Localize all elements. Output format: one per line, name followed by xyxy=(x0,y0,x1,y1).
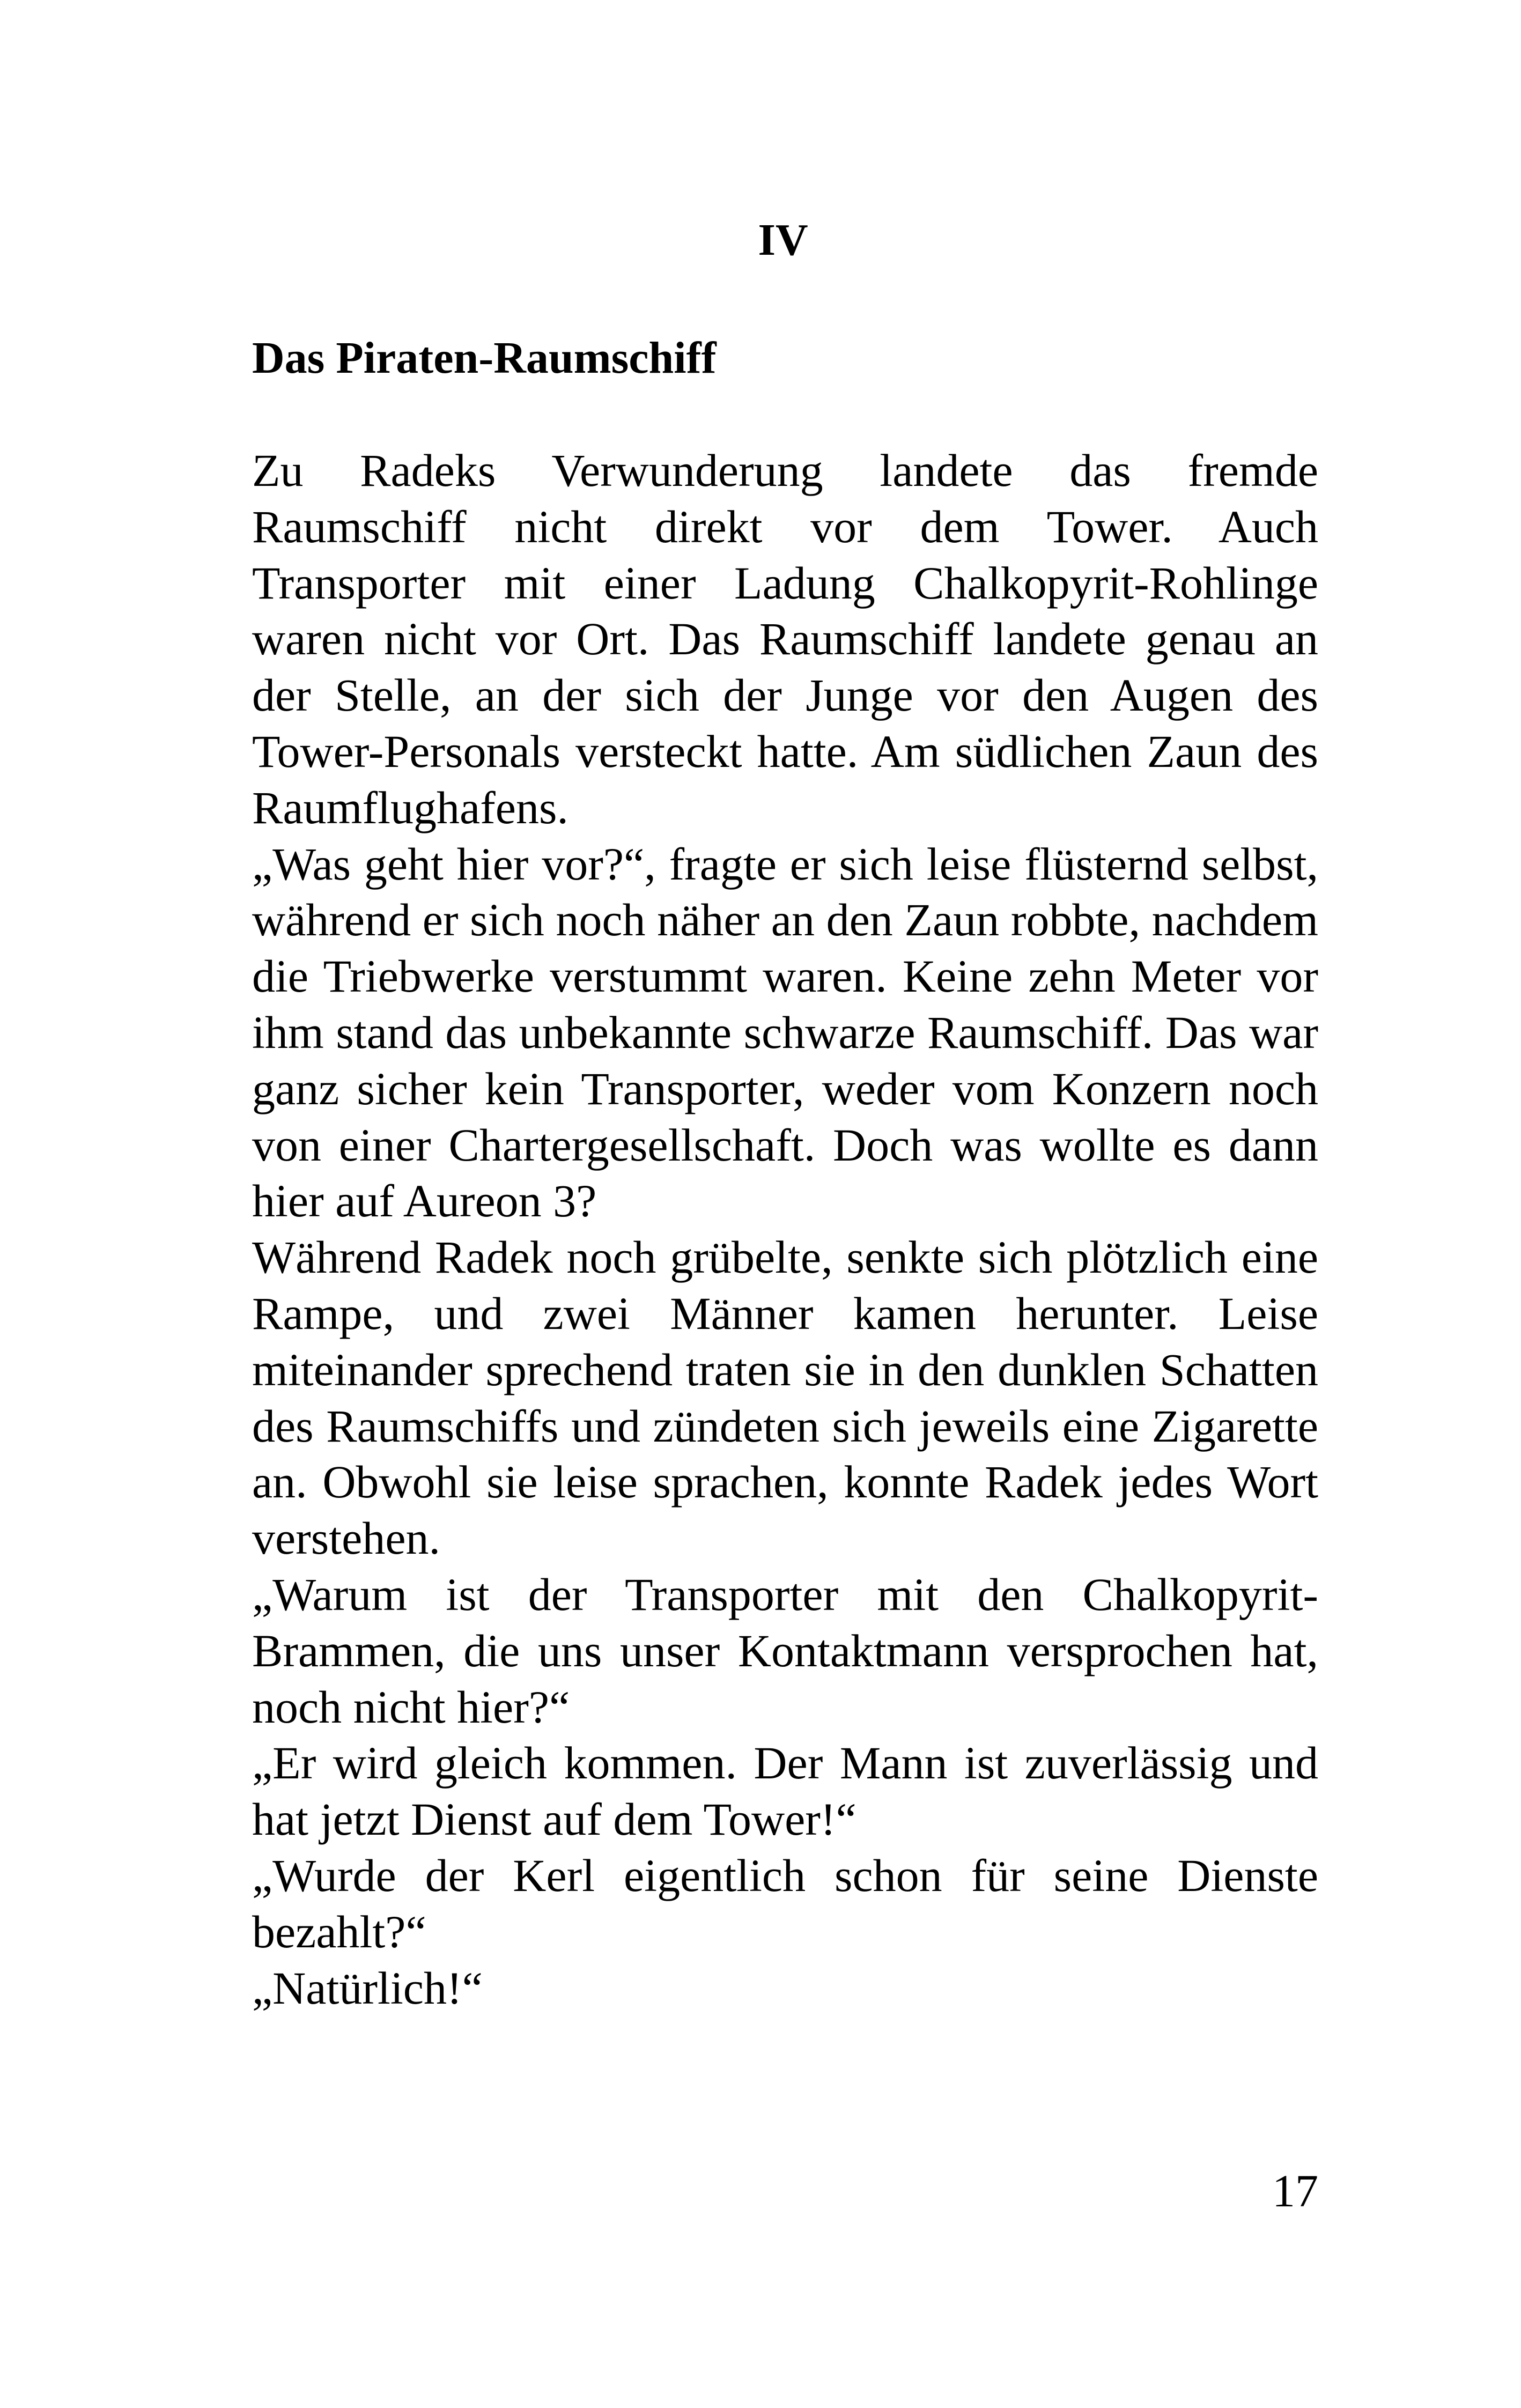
paragraph: „Natürlich!“ xyxy=(252,1962,483,2014)
paragraph: Während Radek noch grübelte, senkte sich plötzlich eine Rampe, und zwei Männer kamen herunter. Leise miteinander sprechend traten sie in den dunklen Schatten des Raumschiffs und zündeten sich jeweils eine Zigarette an. Obwohl sie leise sprachen, konnte Radek jedes Wort verstehen. xyxy=(252,1231,1318,1564)
chapter-number: IV xyxy=(758,215,808,265)
paragraph: „Wurde der Kerl eigentlich schon für seine Dienste bezahlt?“ xyxy=(252,1849,1318,1958)
chapter-title: Das Piraten-Raumschiff xyxy=(252,333,717,383)
chapter-body xyxy=(252,442,1318,2016)
paragraph: „Was geht hier vor?“, fragte er sich leise flüsternd selbst, während er sich noch näher an den Zaun robbte, nachdem die Triebwerke verstummt waren. Keine zehn Meter vor ihm stand das unbekannte schwarze Raumschiff. Das war ganz sicher kein Transporter, weder vom Konzern noch von einer Chartergesellschaft. Doch was wollte es dann hier auf Aureon 3? xyxy=(252,838,1318,1227)
paragraph: „Er wird gleich kommen. Der Mann ist zuverlässig und hat jetzt Dienst auf dem Tower!“ xyxy=(252,1737,1318,1845)
page-number: 17 xyxy=(1272,2165,1318,2217)
paragraph: Zu Radeks Verwunderung landete das fremde Raumschiff nicht direkt vor dem Tower. Auch Transporter mit einer Ladung Chalkopyrit-Rohlinge waren nicht vor Ort. Das Raumschiff landete genau an der Stelle, an der sich der Junge vor den Augen des Tower-Personals versteckt hatte. Am südlichen Zaun des Raumflughafens. xyxy=(252,445,1318,833)
paragraph: „Warum ist der Transporter mit den Chalkopyrit-Brammen, die uns unser Kontaktmann versprochen hat, noch nicht hier?“ xyxy=(252,1568,1318,1733)
